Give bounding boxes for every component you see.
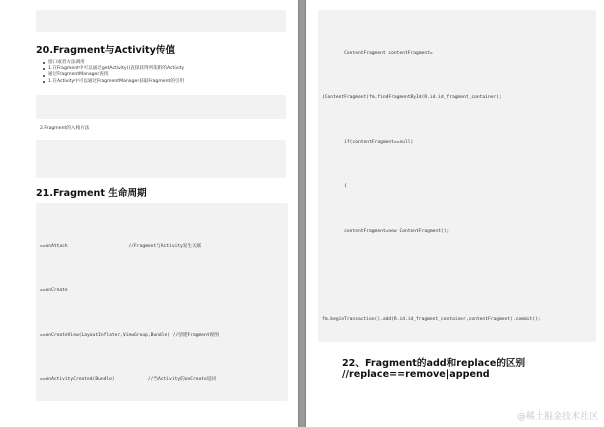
lifecycle-code-block [36, 203, 288, 401]
intent-code-block [36, 10, 286, 32]
code-line: ==onCreateView(LayoutInflater,ViewGroup,Bundle) //创建Fragment视图 [40, 332, 219, 338]
fragment-lookup-code [36, 95, 286, 119]
code-line: { [322, 184, 347, 190]
section-22-subtitle: //replace==remove|append [342, 369, 490, 380]
code-line: contentFragment=new ContentFragment(); [322, 228, 450, 234]
code-line: if(contentFragment==null) [322, 139, 414, 145]
fragment-manager-code-block [318, 10, 596, 342]
bullet-item: 通过FragmentManager查找 [48, 72, 184, 78]
bullet-item: 1.在Fragment中可以通过getActivity()直接获得所依附的Activity [48, 66, 185, 72]
bullet-item: 接口或者方法调用 [48, 60, 184, 66]
section-22-title: 22、Fragment的add和replace的区别 [342, 358, 526, 369]
code-line: ==onCreate [40, 288, 68, 294]
fragment-stack-code [36, 140, 286, 178]
code-line: ==onActivityCreated(Bundle) //当Activity的onCreate返回 [40, 377, 217, 383]
code-line: fm.beginTransaction().add(R.id.id_fragment_container,contentFragment).commit(); [322, 317, 541, 323]
section-20-title: 20.Fragment与Activity传值 [36, 45, 176, 56]
code-line: (ContentFragment)fm.findFragmentById(R.id.id_fragment_container); [322, 95, 502, 101]
code-line: ContentFragment contentFragment= [322, 51, 433, 56]
section-21-title: 21.Fragment 生命周期 [36, 188, 147, 199]
right-document-page [306, 0, 604, 427]
watermark: @稀土掘金技术社区 [516, 412, 598, 422]
section-20-bullets [40, 60, 184, 85]
between-text: 2.Fragment的入栈方法 [40, 126, 90, 131]
left-document-page [0, 0, 298, 427]
code-line: ==onAttach //Fragment与Activity发生关联 [40, 244, 202, 249]
bullet-item: 1.在Activity中可以通过FragmentManager获取Fragment的引用 [48, 78, 185, 84]
code-line [322, 273, 592, 279]
